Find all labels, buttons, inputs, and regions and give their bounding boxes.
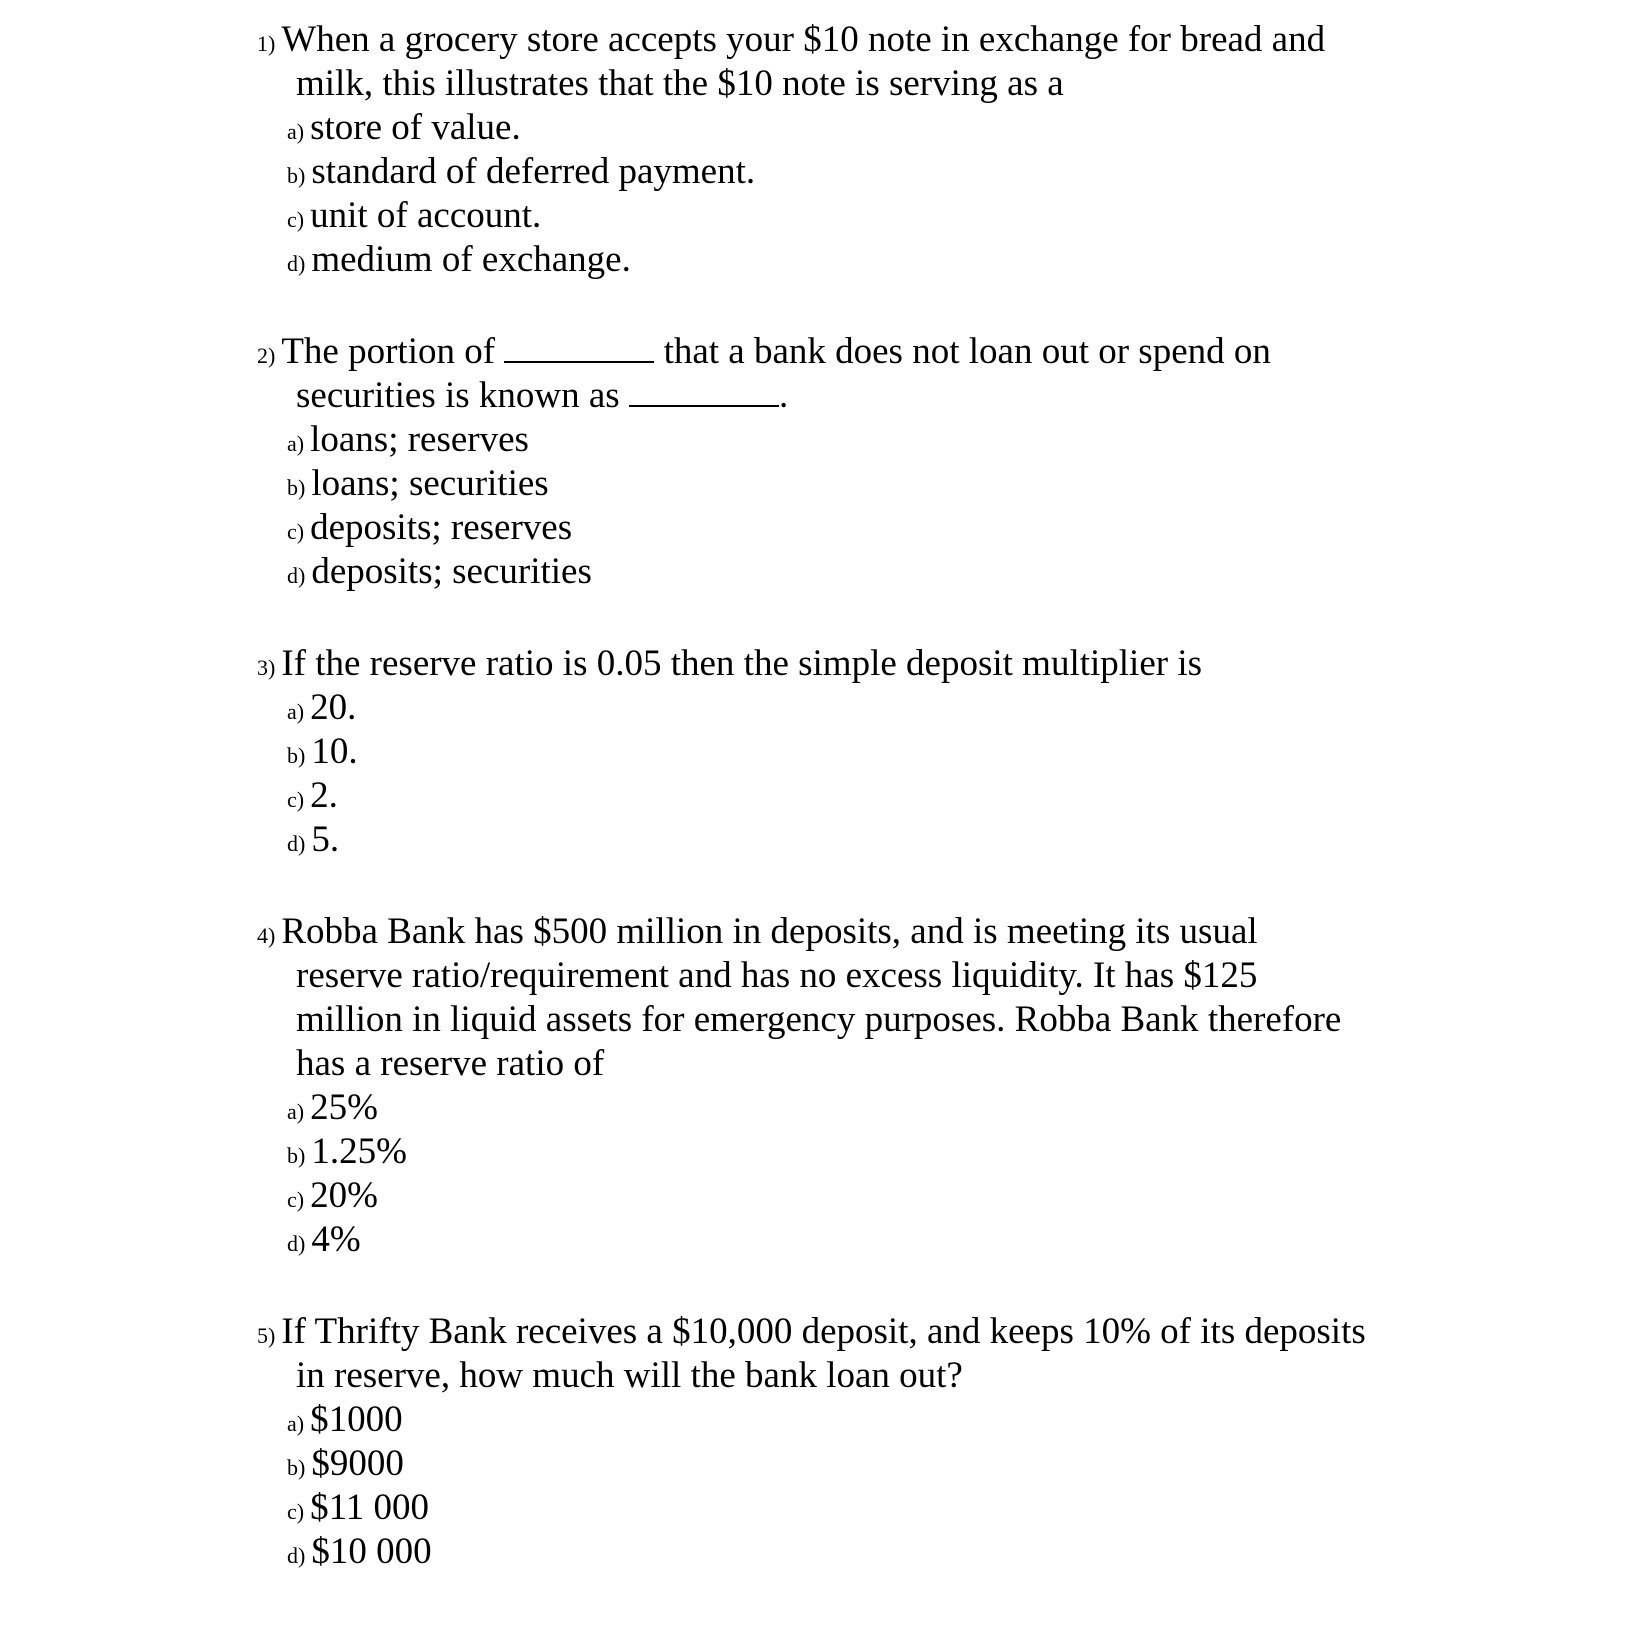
option-b[interactable] <box>287 150 755 194</box>
question-stem-line <box>296 1354 963 1398</box>
option-b[interactable] <box>287 462 549 506</box>
question-number: 1) <box>257 31 276 56</box>
option-letter: d) <box>287 563 306 588</box>
option-letter: c) <box>287 1499 305 1524</box>
question-stem-line <box>296 954 1257 998</box>
question-number: 2) <box>257 343 276 368</box>
question-stem-line <box>296 374 788 418</box>
option-text: 10. <box>311 731 358 772</box>
option-text: deposits; reserves <box>310 507 573 548</box>
option-letter: c) <box>287 787 305 812</box>
question-stem-line <box>296 1042 604 1086</box>
option-letter: d) <box>287 831 306 856</box>
option-letter: b) <box>287 1455 306 1480</box>
option-letter: d) <box>287 1543 306 1568</box>
option-letter: c) <box>287 207 305 232</box>
option-c[interactable] <box>287 1174 378 1218</box>
option-letter: a) <box>287 699 305 724</box>
question-text: million in liquid assets for emergency purposes. Robba Bank therefore <box>296 999 1342 1040</box>
option-c[interactable] <box>287 774 338 818</box>
question-text: . <box>778 375 789 416</box>
question-text: in reserve, how much will the bank loan out? <box>296 1355 963 1396</box>
question-number: 3) <box>257 655 276 680</box>
question-text: has a reserve ratio of <box>296 1043 605 1084</box>
question-stem-line <box>296 62 1064 106</box>
question-number: 4) <box>257 923 276 948</box>
option-text: deposits; securities <box>311 551 592 592</box>
option-text: loans; securities <box>311 463 549 504</box>
option-d[interactable] <box>287 550 592 594</box>
option-text: 20. <box>310 687 357 728</box>
option-text: 20% <box>310 1175 378 1216</box>
option-letter: b) <box>287 475 306 500</box>
option-b[interactable] <box>287 730 358 774</box>
option-text: $10 000 <box>311 1531 432 1572</box>
question-stem-line <box>257 330 1271 374</box>
option-text: standard of deferred payment. <box>311 151 756 192</box>
option-text: 1.25% <box>311 1131 407 1172</box>
option-text: unit of account. <box>310 195 542 236</box>
option-d[interactable] <box>287 1218 361 1262</box>
question-text: reserve ratio/requirement and has no excess liquidity. It has $125 <box>296 955 1258 996</box>
option-letter: a) <box>287 431 305 456</box>
option-letter: a) <box>287 1099 305 1124</box>
answer-blank <box>629 375 779 407</box>
option-text: 25% <box>310 1087 378 1128</box>
question-text: If Thrifty Bank receives a $10,000 deposit, and keeps 10% of its deposits <box>281 1311 1366 1352</box>
option-text: $1000 <box>310 1399 403 1440</box>
option-text: 4% <box>311 1219 361 1260</box>
option-text: $11 000 <box>310 1487 429 1528</box>
option-a[interactable] <box>287 418 529 462</box>
question-stem-line <box>257 910 1258 954</box>
option-letter: d) <box>287 1231 306 1256</box>
option-a[interactable] <box>287 1398 403 1442</box>
question-stem-line <box>257 1310 1366 1354</box>
option-c[interactable] <box>287 1486 429 1530</box>
option-letter: c) <box>287 519 305 544</box>
answer-blank <box>504 331 654 363</box>
option-text: 5. <box>311 819 340 860</box>
option-letter: b) <box>287 1143 306 1168</box>
option-c[interactable] <box>287 194 541 238</box>
option-text: loans; reserves <box>310 419 529 460</box>
option-text: medium of exchange. <box>311 239 631 280</box>
option-letter: d) <box>287 251 306 276</box>
question-text: Robba Bank has $500 million in deposits, and is meeting its usual <box>281 911 1258 952</box>
option-d[interactable] <box>287 1530 432 1574</box>
option-letter: b) <box>287 163 306 188</box>
option-a[interactable] <box>287 106 521 150</box>
option-b[interactable] <box>287 1442 404 1486</box>
option-letter: b) <box>287 743 306 768</box>
question-text: milk, this illustrates that the $10 note is serving as a <box>296 63 1064 104</box>
option-a[interactable] <box>287 686 356 730</box>
option-d[interactable] <box>287 818 339 862</box>
option-c[interactable] <box>287 506 572 550</box>
question-stem-line <box>257 642 1202 686</box>
option-letter: a) <box>287 1411 305 1436</box>
option-letter: c) <box>287 1187 305 1212</box>
option-d[interactable] <box>287 238 631 282</box>
option-text: store of value. <box>310 107 521 148</box>
question-number: 5) <box>257 1323 276 1348</box>
question-text: securities is known as <box>296 375 620 416</box>
question-text: that a bank does not loan out or spend on <box>663 331 1271 372</box>
option-text: $9000 <box>311 1443 404 1484</box>
option-a[interactable] <box>287 1086 378 1130</box>
option-b[interactable] <box>287 1130 407 1174</box>
question-text: The portion of <box>281 331 496 372</box>
question-stem-line <box>257 18 1325 62</box>
question-text: If the reserve ratio is 0.05 then the simple deposit multiplier is <box>281 643 1203 684</box>
question-stem-line <box>296 998 1341 1042</box>
option-text: 2. <box>310 775 338 816</box>
option-letter: a) <box>287 119 305 144</box>
question-text: When a grocery store accepts your $10 note in exchange for bread and <box>281 19 1326 60</box>
